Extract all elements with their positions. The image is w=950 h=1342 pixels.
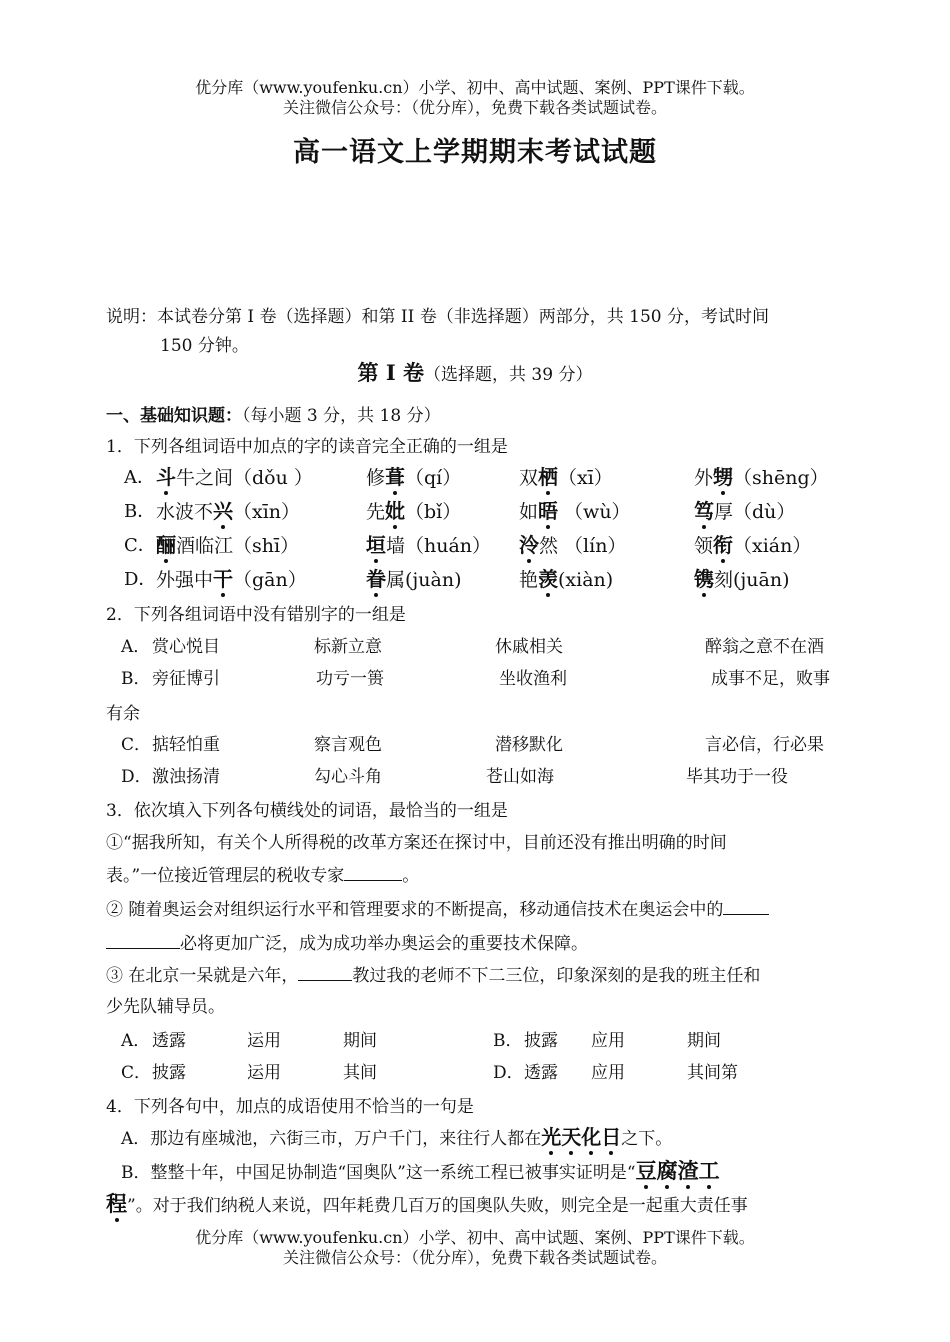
q3-blank-3 [298, 964, 352, 981]
q1-item-post: （xīn） [233, 501, 301, 523]
q1-item [366, 534, 491, 557]
section1-note: （每小题 3 分，共 18 分） [242, 406, 441, 426]
q1-item [156, 500, 300, 523]
q1-item-post: （gān） [233, 569, 307, 591]
q1-item [156, 466, 313, 489]
q1-option-label: D． [124, 569, 157, 590]
q4-a-post: 之下。 [621, 1129, 673, 1149]
dotted-char: 化 [581, 1125, 602, 1149]
dotted-char: 光 [541, 1125, 562, 1149]
q4-option-a [121, 1126, 672, 1150]
q3-s1c-text: 。 [402, 866, 420, 886]
q1-stem: 1．下列各组词语中加点的字的读音完全正确的一组是 [106, 437, 508, 457]
q3-sentence-2a [106, 898, 769, 921]
q2-item: 激浊扬清 [152, 767, 220, 787]
q1-option-label: A． [124, 467, 155, 488]
q1-item [694, 534, 811, 557]
q1-item-dotted-char: 斗 [156, 465, 176, 489]
q1-item-dotted-char: 泠 [519, 533, 539, 557]
header-line-2: 关注微信公众号：（优分库），免费下载各类试题试卷。 [282, 98, 667, 117]
q1-item [694, 466, 829, 489]
q2-item: 醉翁之意不在酒 [705, 637, 824, 657]
q3-blank-2b [106, 932, 180, 949]
section1-heading [106, 405, 441, 427]
footer-line-2: 关注微信公众号：（优分库），免费下载各类试题试卷。 [282, 1248, 667, 1267]
q1-item-post: （qí） [405, 467, 462, 489]
q1-item-dotted-char: 干 [213, 567, 234, 591]
dotted-char: 程 [106, 1191, 127, 1216]
q3-option-word: 其间 [343, 1063, 377, 1083]
q4-option-b-cont [106, 1193, 748, 1217]
q3-option-word: 应用 [591, 1063, 625, 1083]
q1-item-post: 刻(juān) [714, 569, 790, 591]
q1-item-post: (xiàn) [558, 569, 614, 591]
q4-stem: 4．下列各句中，加点的成语使用不恰当的一句是 [106, 1097, 474, 1117]
q4-a-pre: A．那边有座城池，六街三市，万户千门，来往行人都在 [121, 1129, 542, 1149]
q1-item-dotted-char: 衔 [713, 533, 734, 557]
q1-item-dotted-char: 垣 [366, 533, 386, 557]
q1-item-pre: 外 [694, 467, 714, 489]
q3-blank-1 [344, 864, 402, 881]
q1-item-dotted-char: 甥 [713, 465, 734, 489]
q1-item-post: 牛之间（dǒu ） [176, 467, 313, 489]
q2-item: 潜移默化 [495, 735, 563, 755]
q1-item-post: 酒临江（shī） [176, 535, 300, 557]
instructions-line-2: 150 分钟。 [160, 336, 249, 356]
q1-item-dotted-char: 兴 [213, 499, 234, 523]
q2-item: 旁征博引 [152, 669, 220, 689]
q4-b-post: ”。对于我们纳税人来说，四年耗费几百万的国奥队失败，则完全是一起重大责任事 [127, 1196, 748, 1216]
q2-stem: 2．下列各组词语中没有错别字的一组是 [106, 605, 406, 625]
q1-item-post: 属(juàn) [386, 569, 462, 591]
q2-b-continuation: 有余 [106, 704, 140, 724]
q2-item: 标新立意 [314, 637, 382, 657]
q1-item-pre: 修 [366, 467, 386, 489]
q4-b-idiom-part2 [106, 1191, 127, 1216]
q4-option-b [121, 1160, 720, 1184]
q3-s2b-text: 必将更加广泛，成为成功举办奥运会的重要技术保障。 [180, 934, 588, 954]
q4-a-idiom [541, 1125, 621, 1149]
q3-option-word: 透露 [152, 1031, 186, 1051]
q1-item-pre: 水波不 [156, 501, 214, 523]
q1-item [156, 534, 299, 557]
q1-item-post: 墙（huán） [386, 535, 492, 557]
q3-sentence-2b [106, 932, 588, 955]
q1-item-pre: 领 [694, 535, 714, 557]
q3-option-word: 期间 [687, 1031, 721, 1051]
q1-item-pre: 如 [519, 501, 539, 523]
q2-item: 功亏一篑 [316, 669, 384, 689]
q1-item [366, 466, 461, 489]
q1-item [694, 568, 790, 591]
q1-item-pre: 先 [366, 501, 386, 523]
q1-item-post: 厚（dù） [714, 501, 796, 523]
q3-s3b-text: 教过我的老师不下二三位，印象深刻的是我的班主任和 [352, 966, 761, 986]
q1-item-pre: 艳 [519, 569, 539, 591]
part1-note: （选择题，共 39 分） [424, 365, 593, 385]
q4-b-idiom-part1 [636, 1158, 720, 1183]
q3-option-word: 运用 [247, 1063, 281, 1083]
dotted-char: 渣 [677, 1158, 699, 1183]
q2-option-label: B． [121, 669, 151, 689]
q3-s3a-text: ③ 在北京一呆就是六年， [106, 966, 299, 986]
q3-option-label: D． [493, 1063, 524, 1083]
q2-item: 掂轻怕重 [152, 735, 220, 755]
q1-item [519, 466, 613, 489]
q2-item: 坐收渔利 [499, 669, 567, 689]
q1-item-pre: 双 [519, 467, 539, 489]
page-title: 高一语文上学期期末考试试题 [293, 137, 657, 168]
q1-option-label: C． [124, 535, 156, 556]
q3-sentence-1b [106, 864, 419, 887]
q3-option-word: 其间第 [687, 1063, 738, 1083]
q3-blank-2a [723, 898, 769, 915]
header-line-1: 优分库（www.youfenku.cn）小学、初中、高中试题、案例、PPT课件下载。 [195, 78, 755, 97]
q1-item-dotted-char: 葺 [385, 465, 406, 489]
q3-option-label: B． [493, 1031, 523, 1051]
q1-item-dotted-char: 眷 [366, 567, 386, 591]
q3-sentence-3c: 少先队辅导员。 [106, 997, 225, 1017]
q3-option-word: 应用 [591, 1031, 625, 1051]
q3-sentence-1a: ①“据我所知，有关个人所得税的改革方案还在探讨中，目前还没有推出明确的时间 [106, 833, 727, 853]
dotted-char: 工 [698, 1158, 720, 1183]
q2-item: 察言观色 [314, 735, 382, 755]
q1-item-dotted-char: 羡 [538, 567, 559, 591]
q2-option-label: C． [121, 735, 152, 755]
q3-stem: 3．依次填入下列各句横线处的词语，最恰当的一组是 [106, 801, 508, 821]
q1-item-dotted-char: 镌 [694, 567, 714, 591]
q1-item [694, 500, 795, 523]
q3-option-word: 运用 [247, 1031, 281, 1051]
dotted-char: 日 [601, 1125, 622, 1149]
q3-option-word: 披露 [152, 1063, 186, 1083]
q1-item-dotted-char: 笃 [694, 499, 714, 523]
q1-item-dotted-char: 栖 [538, 465, 559, 489]
q1-item-dotted-char: 酾 [156, 533, 176, 557]
q2-item: 言必信，行必果 [705, 735, 824, 755]
q2-item: 毕其功于一役 [686, 767, 788, 787]
q1-item-post: （wù） [558, 501, 631, 523]
q1-item [366, 568, 462, 591]
q3-sentence-3a [106, 964, 760, 987]
q1-item [156, 568, 307, 591]
instructions-line-1: 说明：本试卷分第 I 卷（选择题）和第 II 卷（非选择题）两部分，共 150 分，考试时间 [106, 307, 770, 327]
footer-line-1: 优分库（www.youfenku.cn）小学、初中、高中试题、案例、PPT课件下载。 [195, 1228, 755, 1247]
q3-option-word: 期间 [343, 1031, 377, 1051]
q1-item-post: （bǐ） [405, 501, 462, 523]
q3-option-word: 透露 [524, 1063, 558, 1083]
q2-item: 成事不足，败事 [711, 669, 830, 689]
part1-title: 第 I 卷 [357, 360, 424, 385]
q2-item: 休戚相关 [495, 637, 563, 657]
q1-item-dotted-char: 妣 [385, 499, 406, 523]
q1-item [519, 500, 631, 523]
q3-s1b-text: 表。”一位接近管理层的税收专家 [106, 866, 345, 886]
q2-item: 苍山如海 [486, 767, 554, 787]
q2-option-label: A． [121, 637, 151, 657]
q4-b-pre: B．整整十年，中国足协制造“国奥队”这一系统工程已被事实证明是“ [121, 1163, 636, 1183]
q2-option-label: D． [121, 767, 152, 787]
q1-item [366, 500, 461, 523]
q1-item [519, 534, 626, 557]
q2-item: 勾心斗角 [314, 767, 382, 787]
q1-item [519, 568, 613, 591]
dotted-char: 天 [561, 1125, 582, 1149]
q1-item-post: （shēng） [733, 467, 829, 489]
q3-s2a-text: ② 随着奥运会对组织运行水平和管理要求的不断提高，移动通信技术在奥运会中的 [106, 900, 724, 920]
q1-option-label: B． [124, 501, 156, 522]
q1-item-post: （xī） [558, 467, 613, 489]
dotted-char: 腐 [656, 1158, 678, 1183]
section1-title: 一、基础知识题： [106, 406, 242, 426]
q1-item-pre: 外强中 [156, 569, 214, 591]
dotted-char: 豆 [635, 1158, 657, 1183]
q2-item: 赏心悦目 [152, 637, 220, 657]
q1-item-dotted-char: 晤 [538, 499, 559, 523]
q1-item-post: （xián） [733, 535, 812, 557]
q1-item-post: 然 （lín） [539, 535, 627, 557]
part1-heading [0, 362, 950, 386]
q3-option-label: A． [121, 1031, 151, 1051]
q3-option-word: 披露 [524, 1031, 558, 1051]
q3-option-label: C． [121, 1063, 152, 1083]
